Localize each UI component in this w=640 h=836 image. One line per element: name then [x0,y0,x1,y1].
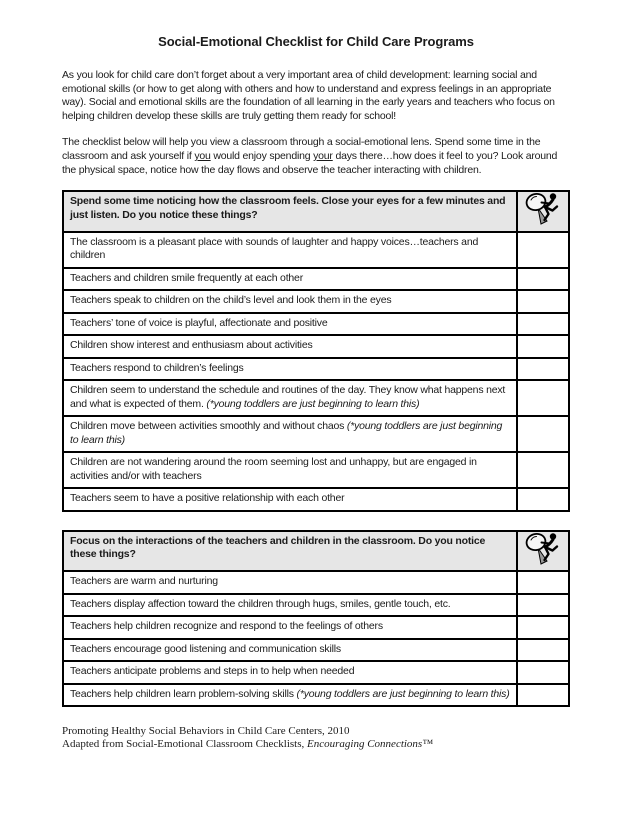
item-text: Teachers display affection toward the children through hugs, smiles, gentle touch, etc. [70,597,451,610]
checkbox-cell[interactable] [517,594,569,617]
intro-paragraph-2 [62,136,570,177]
checklist-row [63,488,569,511]
magnifier-person-icon [523,532,563,566]
section-header-text: Spend some time noticing how the classroom feels. Close your eyes for a few minutes and just listen. Do you notice these things? [63,191,517,232]
footer-line-2-italic: Encouraging Connections™ [307,738,433,751]
item-text: Teachers encourage good listening and communication skills [70,642,341,655]
checkbox-cell[interactable] [517,452,569,488]
item-text: Teachers anticipate problems and steps in to help when needed [70,665,355,678]
section-header-row [63,191,569,232]
checklist-row [63,452,569,488]
item-text-italic-note: (*young toddlers are just beginning to learn this) [296,687,510,700]
intro-text-part: would enjoy spending [210,149,314,162]
checklist-item-text [63,268,517,291]
checkbox-cell[interactable] [517,684,569,707]
item-text: Teachers’ tone of voice is playful, affectionate and positive [70,316,328,329]
section-header-text: Focus on the interactions of the teachers and children in the classroom. Do you notice these things? [63,531,517,572]
checklist-item-text [63,335,517,358]
checkbox-cell[interactable] [517,268,569,291]
checklist-item-text [63,616,517,639]
checklist-item-text [63,290,517,313]
item-text: Teachers are warm and nurturing [70,575,218,588]
checklist-table-interactions [62,530,570,708]
intro-text-part: The checklist below will help you view a classroom through a social-emotional lens. Spend some time in the classroom and ask yourself if [62,136,541,162]
checkbox-cell[interactable] [517,313,569,336]
checklist-item-text [63,639,517,662]
checklist-row [63,639,569,662]
observer-icon-cell [517,191,569,232]
checklist-row [63,616,569,639]
checkbox-cell[interactable] [517,661,569,684]
item-text-italic-note: (*young toddlers are just beginning to learn this) [206,397,420,410]
item-text: Teachers seem to have a positive relationship with each other [70,492,345,505]
item-text: Children show interest and enthusiasm about activities [70,339,313,352]
item-text-italic-note: (*young toddlers are just beginning to learn this) [70,420,503,446]
section-header-row [63,531,569,572]
checkbox-cell[interactable] [517,358,569,381]
underlined-word: your [313,149,333,162]
checklist-table-classroom-feel [62,190,570,512]
intro-text-part: days there…how does it feel to you? Look around the physical space, notice how the day flows and observe the teacher interacting with children. [62,149,558,176]
checklist-row [63,313,569,336]
checklist-row [63,571,569,594]
checklist-item-text [63,313,517,336]
observer-icon-cell [517,531,569,572]
item-text: Children move between activities smoothly and without chaos [70,420,347,433]
footer-line-1: Promoting Healthy Social Behaviors in Child Care Centers, 2010 [62,725,350,738]
checklist-row [63,661,569,684]
item-text: Teachers respond to children’s feelings [70,361,244,374]
checklist-item-text [63,488,517,511]
intro-paragraph-1: As you look for child care don’t forget about a very important area of child development: learning social and emotional skills (or how to get along with others and how to understand and express feelings in an appropriate way). Social and emotional skills are the foundation of all learning in the early years and teachers who focus on helping children develop these skills are truly getting them ready for school! [62,69,555,122]
checklist-item-text [63,358,517,381]
footer-line-2 [62,738,570,751]
checkbox-cell[interactable] [517,232,569,268]
underlined-word: you [194,149,211,162]
magnifier-person-icon [523,192,563,226]
checklist-row [63,335,569,358]
checkbox-cell[interactable] [517,335,569,358]
checklist-item-text [63,380,517,416]
checklist-row [63,594,569,617]
checklist-item-text [63,416,517,452]
checklist-row [63,268,569,291]
checklist-item-text [63,232,517,268]
checklist-item-text [63,452,517,488]
footer [62,725,570,751]
checklist-item-text [63,661,517,684]
footer-line-2-text: Adapted from Social-Emotional Classroom Checklists, [62,738,308,751]
page-title: Social-Emotional Checklist for Child Care Programs [158,34,474,49]
checklist-row [63,290,569,313]
item-text: Children seem to understand the schedule and routines of the day. They know what happens next and what is expected of them. [70,384,506,410]
checklist-item-text [63,684,517,707]
item-text: Teachers help children learn problem-solving skills [70,687,297,700]
checkbox-cell[interactable] [517,639,569,662]
item-text: The classroom is a pleasant place with sounds of laughter and happy voices…teachers and children [70,235,479,262]
item-text: Teachers help children recognize and respond to the feelings of others [70,620,383,633]
item-text: Teachers speak to children on the child’s level and look them in the eyes [70,294,392,307]
checklist-row [63,232,569,268]
item-text: Teachers and children smile frequently at each other [70,271,303,284]
checklist-item-text [63,571,517,594]
checklist-row [63,380,569,416]
item-text: Children are not wandering around the room seeming lost and unhappy, but are engaged in activities and/or with teachers [70,456,477,482]
checklist-row [63,416,569,452]
checkbox-cell[interactable] [517,290,569,313]
checklist-item-text [63,594,517,617]
checklist-row [63,684,569,707]
checkbox-cell[interactable] [517,571,569,594]
checkbox-cell[interactable] [517,380,569,416]
checkbox-cell[interactable] [517,616,569,639]
checklist-row [63,358,569,381]
checkbox-cell[interactable] [517,488,569,511]
checkbox-cell[interactable] [517,416,569,452]
